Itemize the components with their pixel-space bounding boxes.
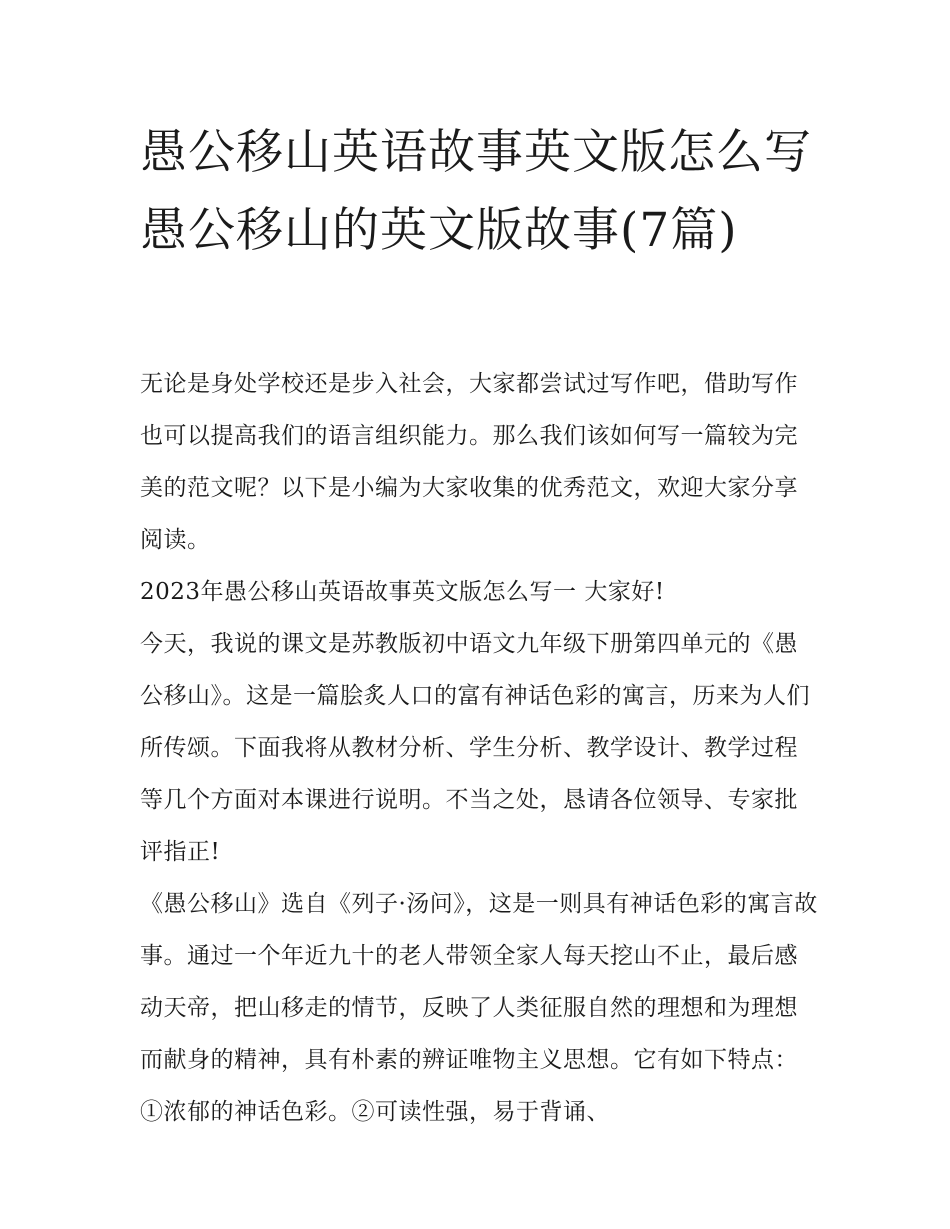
intro-paragraph: 无论是身处学校还是步入社会，大家都尝试过写作吧，借助写作也可以提高我们的语言组织能力。那么我们该如何写一篇较为完美的范文呢？以下是小编为大家收集的优秀范文，欢迎大家分享阅读。 [140, 371, 798, 553]
body-paragraph: 《愚公移山》选自《列子·汤问》，这是一则具有神话色彩的寓言故事。通过一个年近九十的老人带领全家人每天挖山不止，最后感动天帝，把山移走的情节，反映了人类征服自然的理想和为理想而献身的精神，具有朴素的辨证唯物主义思想。它有如下特点：①浓郁的神话色彩。②可读性强，易于背诵、 [140, 891, 818, 1125]
body-paragraph: 今天，我说的课文是苏教版初中语文九年级下册第四单元的《愚公移山》。这是一篇脍炙人口的富有神话色彩的寓言，历来为人们所传颂。下面我将从教材分析、学生分析、教学设计、教学过程等几个方面对本课进行说明。不当之处，恳请各位领导、专家批评指正! [140, 631, 810, 865]
document-body [140, 358, 820, 1138]
document-title: 愚公移山英语故事英文版怎么写 愚公移山的英文版故事(7篇) [140, 125, 812, 258]
section-heading-paragraph: 2023年愚公移山英语故事英文版怎么写一 大家好! [140, 579, 665, 605]
